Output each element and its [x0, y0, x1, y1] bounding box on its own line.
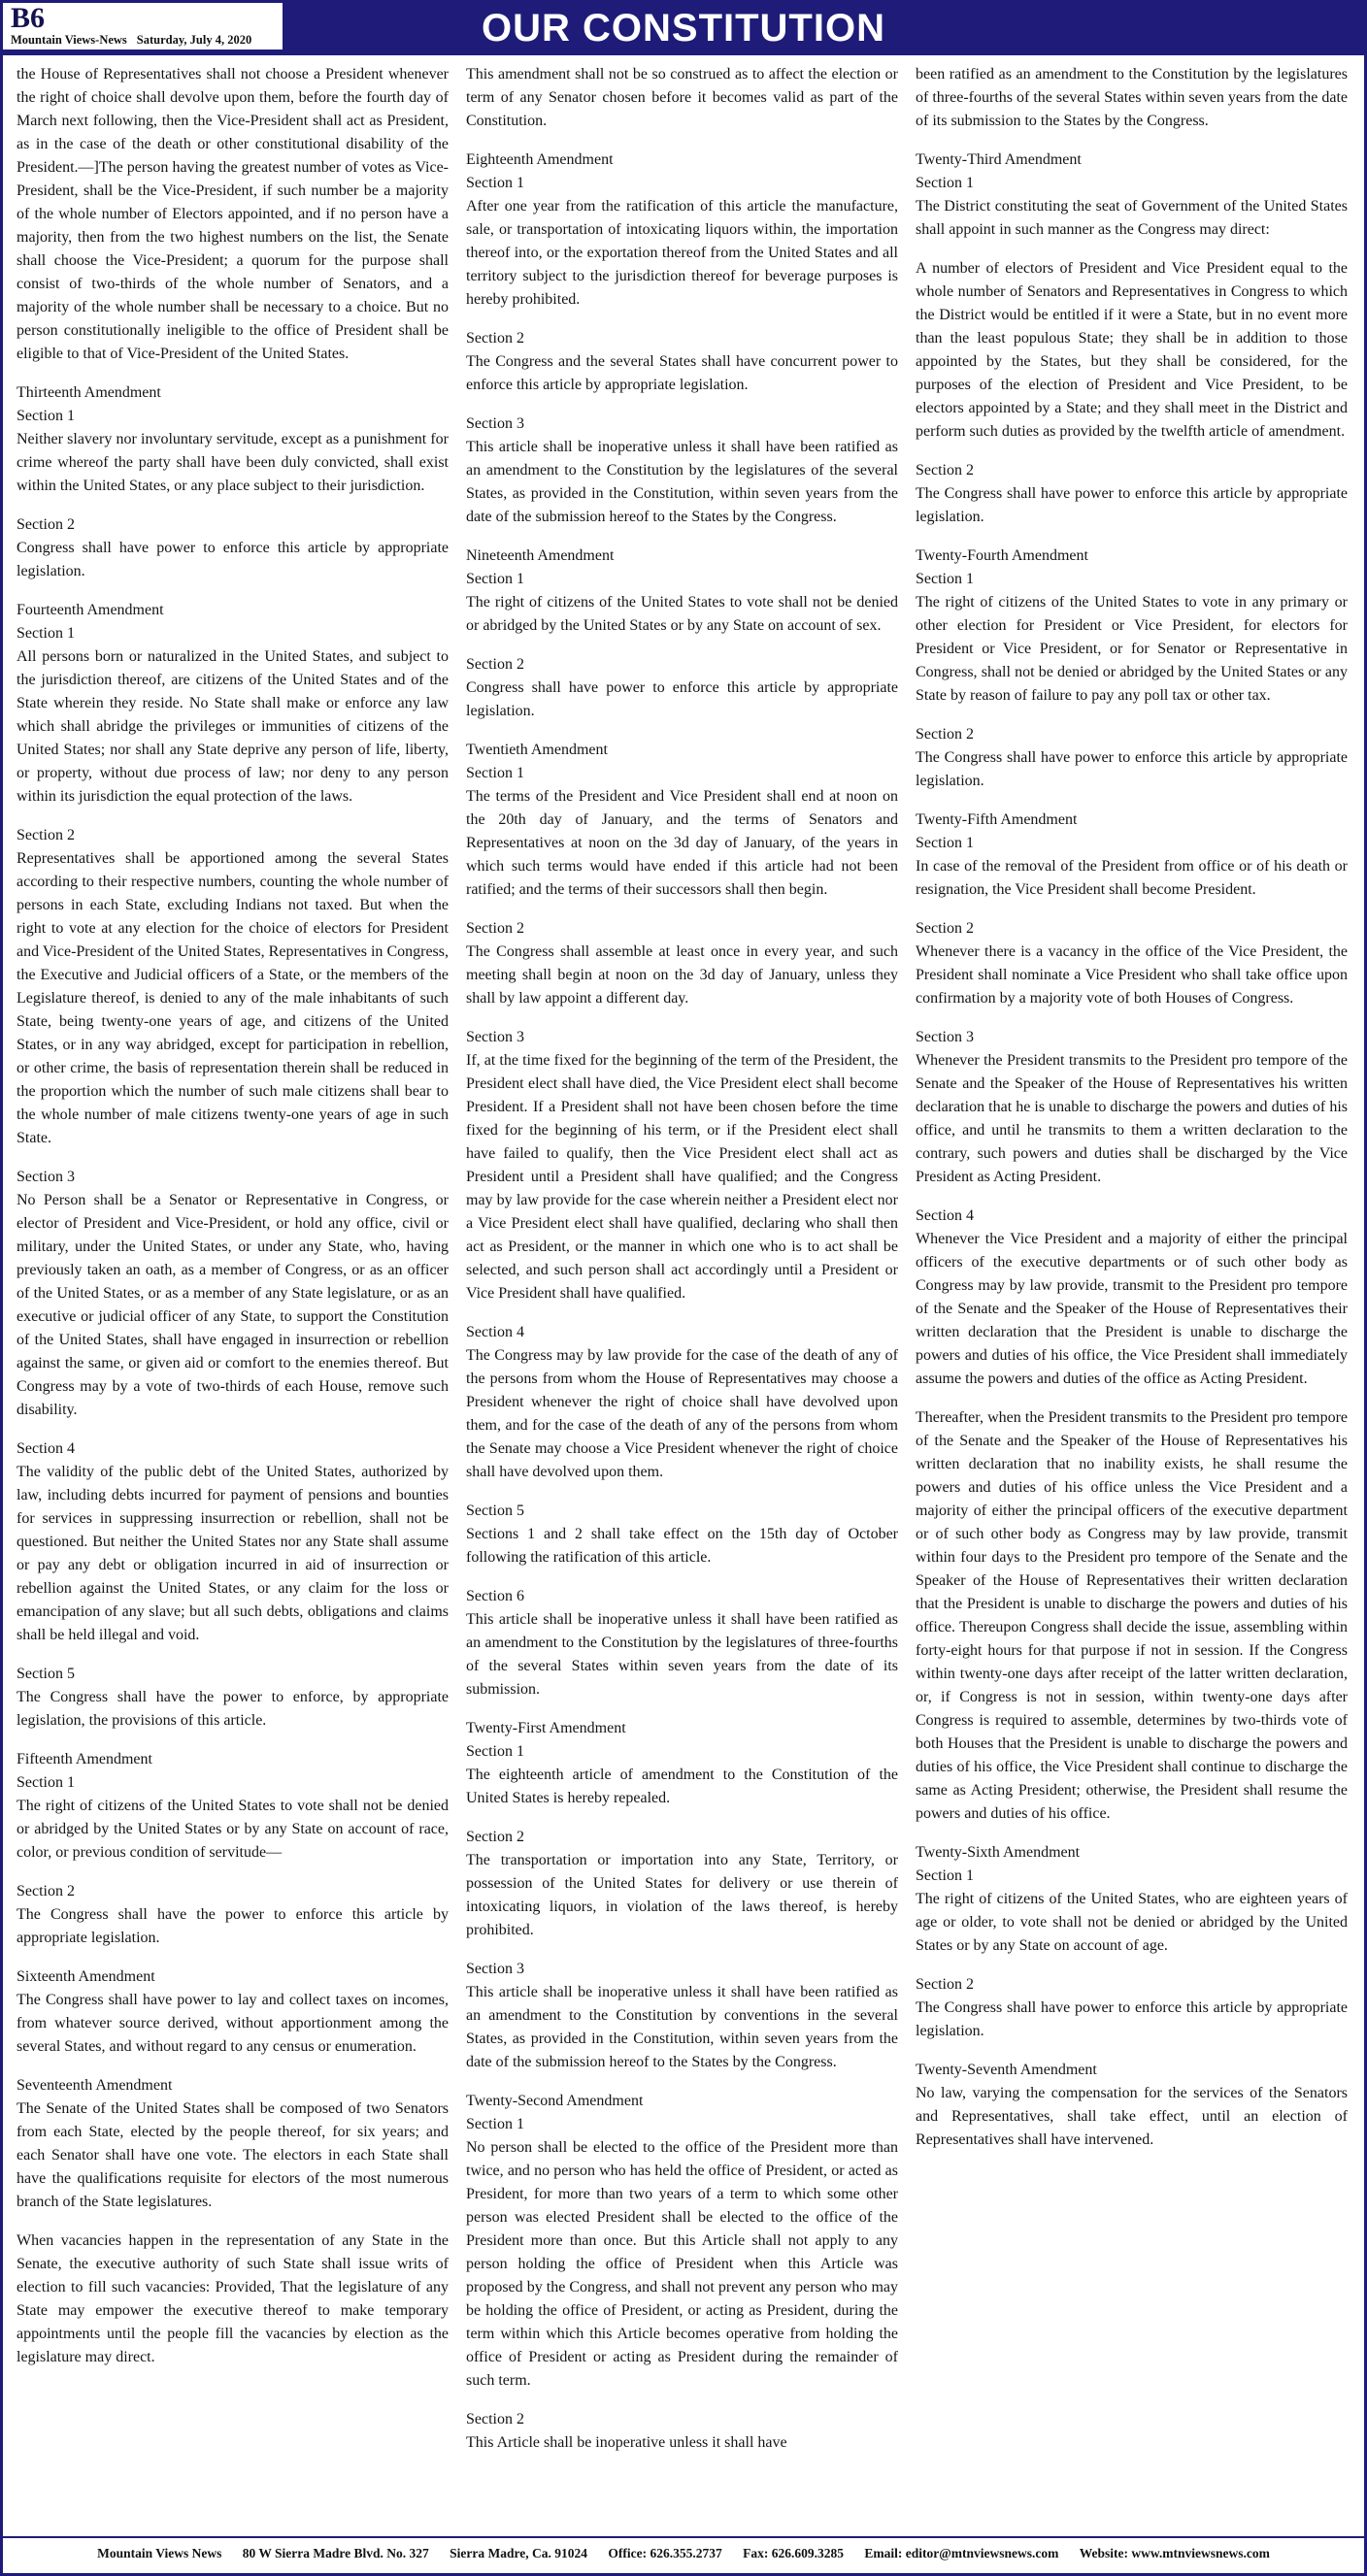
amendment-heading: Nineteenth Amendment: [466, 547, 615, 564]
amendment-heading: Twenty-First Amendment: [466, 1720, 626, 1736]
section-heading: Section 3: [466, 1029, 524, 1045]
amendment-heading: Sixteenth Amendment: [17, 1968, 155, 1985]
section-heading: Section 1: [17, 1774, 75, 1791]
section-heading: Section 6: [466, 1588, 524, 1604]
amendment-heading: Seventeenth Amendment: [17, 2077, 173, 2094]
section-heading: Section 2: [916, 462, 974, 479]
body-paragraph: This article shall be inoperative unless it shall have been ratified as an amendment to the Constitution by conventions in the several States, as provided in the Constitution, within seven years from the date of the submission hereof to the States by the Congress.: [466, 1984, 898, 2070]
body-paragraph: The Congress and the several States shall have concurrent power to enforce this article by appropriate legislation.: [466, 353, 898, 393]
amendment-heading: Twentieth Amendment: [466, 742, 608, 758]
amendment-heading: Twenty-Third Amendment: [916, 151, 1082, 168]
section-heading: Section 2: [916, 1976, 974, 1993]
body-paragraph: No person shall be elected to the office of the President more than twice, and no person who has held the office of President, or acted as President, for more than two years of a term to which some other person was elected President shall be elected to the office of the President more than once. But this Article shall not apply to any person holding the office of President when this Article was proposed by the Congress, and shall not prevent any person who may be holding the office of President, or acting as President, during the term within which this Article becomes operative from holding the office of President or acting as President during the remainder of such term.: [466, 2139, 898, 2389]
footer-publisher: Mountain Views News: [97, 2546, 222, 2560]
section-heading: Section 1: [17, 408, 75, 424]
body-paragraph: The right of citizens of the United States, who are eighteen years of age or older, to vote shall not be denied or abridged by the United States or by any State on account of age.: [916, 1891, 1348, 1954]
section-heading: Section 5: [466, 1503, 524, 1519]
body-paragraph: the House of Representatives shall not choose a President whenever the right of choice shall devolve upon them, before the fourth day of March next following, then the Vice-President shall act as President, as in the case of the death or other constitutional disability of the President.—]The person having the greatest number of votes as Vice-President, shall be the Vice-President, if such number be a majority of the whole number of Electors appointed, and if no person have a majority, then from the two highest numbers on the list, the Senate shall choose the Vice-President; a quorum for the purpose shall consist of two-thirds of the whole number of Senators, and a majority of the whole number shall be necessary to a choice. But no person constitutionally ineligible to the office of President shall be eligible to that of Vice-President of the United States.: [17, 66, 449, 362]
amendment-heading: Twenty-Second Amendment: [466, 2093, 644, 2109]
body-paragraph: All persons born or naturalized in the United States, and subject to the jurisdiction thereof, are citizens of the United States and of the State wherein they reside. No State shall make or enforce any law which shall abridge the privileges or immunities of citizens of the United States; nor shall any State deprive any person of life, liberty, or property, without due process of law; nor deny to any person within its jurisdiction the equal protection of the laws.: [17, 648, 449, 805]
body-paragraph: This Article shall be inoperative unless it shall have: [466, 2434, 787, 2451]
section-heading: Section 2: [916, 726, 974, 743]
column-1: [17, 63, 449, 2455]
footer-city: Sierra Madre, Ca. 91024: [450, 2546, 587, 2560]
body-paragraph: A number of electors of President and Vice President equal to the whole number of Senators and Representatives in Congress to which the District would be entitled if it were a State, but in no event more than the least populous State; they shall be in addition to those appointed by the States, but they shall be considered, for the purposes of the election of President and Vice President, to be electors appointed by a State; and they shall meet in the District and perform such duties as provided by the twelfth article of amendment.: [916, 260, 1348, 440]
section-heading: Section 3: [17, 1169, 75, 1185]
section-heading: Section 1: [466, 175, 524, 191]
section-heading: Section 2: [17, 516, 75, 533]
body-paragraph: No Person shall be a Senator or Representative in Congress, or elector of President and Vice-President, or hold any office, civil or military, under the United States, or under any State, who, having previously taken an oath, as a member of Congress, or as an officer of the United States, or as a member of any State legislature, or as an executive or judicial officer of any State, to support the Constitution of the United States, shall have engaged in insurrection or rebellion against the same, or given aid or comfort to the enemies thereof. But Congress may by a vote of two-thirds of each House, remove such disability.: [17, 1192, 449, 1418]
column-3: [916, 63, 1348, 2455]
masthead-publication: Mountain Views-News: [11, 33, 127, 47]
masthead: [3, 3, 1364, 55]
masthead-date: Saturday, July 4, 2020: [136, 33, 252, 47]
section-heading: Section 1: [466, 1743, 524, 1760]
section-heading: Section 4: [916, 1207, 974, 1224]
amendment-heading: Fifteenth Amendment: [17, 1751, 152, 1767]
footer-website: Website: www.mtnviewsnews.com: [1079, 2546, 1270, 2560]
footer-email: Email: editor@mtnviewsnews.com: [864, 2546, 1059, 2560]
body-paragraph: The District constituting the seat of Government of the United States shall appoint in such manner as the Congress may direct:: [916, 198, 1348, 238]
body-paragraph: The Congress shall have power to enforce this article by appropriate legislation.: [916, 1999, 1348, 2039]
section-heading: Section 5: [17, 1666, 75, 1682]
masthead-left: [3, 3, 283, 50]
body-paragraph: The right of citizens of the United States to vote in any primary or other election for President or Vice President, for electors for President or Vice President, or for Senator or Representative in Congress, shall not be denied or abridged by the United States or any State by reason of failure to pay any poll tax or other tax.: [916, 594, 1348, 704]
page-title: OUR CONSTITUTION: [482, 6, 885, 50]
body-paragraph: The eighteenth article of amendment to the Constitution of the United States is hereby repealed.: [466, 1767, 898, 1806]
body-paragraph: In case of the removal of the President from office or of his death or resignation, the Vice President shall become President.: [916, 858, 1348, 898]
body-paragraph: Thereafter, when the President transmits to the President pro tempore of the Senate and the Speaker of the House of Representatives his written declaration that no inability exists, he shall resume the powers and duties of his office unless the Vice President and a majority of either the principal officers of the executive department or of such other body as Congress may by law provide, transmit within four days to the President pro tempore of the Senate and the Speaker of the House of Representatives their written declaration that the President is unable to discharge the powers and duties of his office. Thereupon Congress shall decide the issue, assembling within forty-eight hours for that purpose if not in session. If the Congress within twenty-one days after receipt of the latter written declaration, or, if Congress is not in session, within twenty-one days after Congress is required to assemble, determines by two-thirds vote of both Houses that the President is unable to discharge the powers and duties of his office, the Vice President shall continue to discharge the same as Acting President; otherwise, the President shall resume the powers and duties of his office.: [916, 1409, 1348, 1822]
body-paragraph: After one year from the ratification of this article the manufacture, sale, or transportation of intoxicating liquors within, the importation thereof into, or the exportation thereof from the United States and all territory subject to the jurisdiction thereof for beverage purposes is hereby prohibited.: [466, 198, 898, 308]
amendment-heading: Twenty-Seventh Amendment: [916, 2062, 1097, 2078]
body-paragraph: The Congress may by law provide for the case of the death of any of the persons from whom the House of Representatives may choose a President whenever the right of choice shall have devolved upon them, and for the case of the death of any of the persons from whom the Senate may choose a Vice President whenever the right of choice shall have devolved upon them.: [466, 1347, 898, 1480]
section-heading: Section 2: [466, 2411, 524, 2427]
section-heading: Section 1: [916, 1867, 974, 1884]
body-paragraph: This article shall be inoperative unless it shall have been ratified as an amendment to the Constitution by the legislatures of three-fourths of the several States within seven years from the date of its submission.: [466, 1611, 898, 1698]
section-heading: Section 2: [466, 330, 524, 347]
page-number: B6: [11, 2, 46, 34]
section-heading: Section 2: [466, 1829, 524, 1845]
body-paragraph: The Congress shall have power to lay and collect taxes on incomes, from whatever source derived, without apportionment among the several States, and without regard to any census or enumeration.: [17, 1992, 449, 2055]
body-paragraph: Whenever the Vice President and a majority of either the principal officers of the executive departments or of such other body as Congress may by law provide, transmit to the President pro tempore of the Senate and the Speaker of the House of Representatives their written declaration that the President is unable to discharge the powers and duties of his office, the Vice President shall immediately assume the powers and duties of the office as Acting President.: [916, 1231, 1348, 1387]
footer-fax: Fax: 626.609.3285: [743, 2546, 844, 2560]
section-heading: Section 4: [466, 1324, 524, 1340]
body-paragraph: The Congress shall have power to enforce this article by appropriate legislation.: [916, 485, 1348, 525]
section-heading: Section 2: [17, 827, 75, 843]
body-paragraph: Congress shall have power to enforce this article by appropriate legislation.: [466, 679, 898, 719]
amendment-heading: Twenty-Sixth Amendment: [916, 1844, 1081, 1861]
section-heading: Section 1: [466, 765, 524, 781]
section-heading: Section 1: [466, 2116, 524, 2132]
column-2: [466, 63, 898, 2455]
section-heading: Section 4: [17, 1440, 75, 1457]
body-paragraph: The Congress shall have the power to enforce, by appropriate legislation, the provisions of this article.: [17, 1689, 449, 1729]
body-paragraph: Whenever the President transmits to the President pro tempore of the Senate and the Speaker of the House of Representatives his written declaration that he is unable to discharge the powers and duties of his office, and until he transmits to them a written declaration to the contrary, such powers and duties shall be discharged by the Vice President as Acting President.: [916, 1052, 1348, 1185]
body-paragraph: The Congress shall assemble at least once in every year, and such meeting shall begin at noon on the 3d day of January, unless they shall by law appoint a different day.: [466, 943, 898, 1007]
section-heading: Section 2: [466, 920, 524, 937]
amendment-heading: Fourteenth Amendment: [17, 602, 164, 618]
body-paragraph: been ratified as an amendment to the Constitution by the legislatures of three-fourths of the several States within seven years from the date of its submission to the States by the Congress.: [916, 66, 1348, 129]
footer-office-phone: Office: 626.355.2737: [608, 2546, 722, 2560]
section-heading: Section 1: [916, 835, 974, 851]
footer-address: 80 W Sierra Madre Blvd. No. 327: [242, 2546, 429, 2560]
body-paragraph: Neither slavery nor involuntary servitude, except as a punishment for crime whereof the party shall have been duly convicted, shall exist within the United States, or any place subject to their jurisdiction.: [17, 431, 449, 494]
body-paragraph: Congress shall have power to enforce this article by appropriate legislation.: [17, 540, 449, 579]
section-heading: Section 3: [466, 1961, 524, 1977]
section-heading: Section 1: [17, 625, 75, 642]
body-paragraph: This article shall be inoperative unless it shall have been ratified as an amendment to the Constitution by the legislatures of the several States, as provided in the Constitution, within seven years from the date of the submission hereof to the States by the Congress.: [466, 439, 898, 525]
body-paragraph: Representatives shall be apportioned among the several States according to their respective numbers, counting the whole number of persons in each State, excluding Indians not taxed. But when the right to vote at any election for the choice of electors for President and Vice-President of the United States, Representatives in Congress, the Executive and Judicial officers of a State, or the members of the Legislature thereof, is denied to any of the male inhabitants of such State, being twenty-one years of age, and citizens of the United States, or in any way abridged, except for participation in rebellion, or other crime, the basis of representation therein shall be reduced in the proportion which the number of such male citizens shall bear to the whole number of male citizens twenty-one years of age in such State.: [17, 850, 449, 1146]
amendment-heading: Thirteenth Amendment: [17, 384, 161, 401]
section-heading: Section 1: [916, 571, 974, 587]
body-paragraph: The validity of the public debt of the United States, authorized by law, including debts incurred for payment of pensions and bounties for services in suppressing insurrection or rebellion, shall not be questioned. But neither the United States nor any State shall assume or pay any debt or obligation incurred in aid of insurrection or rebellion against the United States, or any claim for the loss or emancipation of any slave; but all such debts, obligations and claims shall be held illegal and void.: [17, 1464, 449, 1643]
masthead-line: [11, 33, 275, 48]
body-paragraph: No law, varying the compensation for the services of the Senators and Representatives, shall take effect, until an election of Representatives shall have intervened.: [916, 2085, 1348, 2148]
body-paragraph: Sections 1 and 2 shall take effect on the 15th day of October following the ratification of this article.: [466, 1526, 898, 1566]
section-heading: Section 2: [916, 920, 974, 937]
body-paragraph: This amendment shall not be so construed as to affect the election or term of any Senator chosen before it becomes valid as part of the Constitution.: [466, 66, 898, 129]
body-paragraph: The transportation or importation into any State, Territory, or possession of the United States for delivery or use therein of intoxicating liquors, in violation of the laws thereof, is hereby prohibited.: [466, 1852, 898, 1938]
body-paragraph: The Congress shall have power to enforce this article by appropriate legislation.: [916, 749, 1348, 789]
body-paragraph: If, at the time fixed for the beginning of the term of the President, the President elect shall have died, the Vice President elect shall become President. If a President shall not have been chosen before the time fixed for the beginning of his term, or if the President elect shall have failed to qualify, then the Vice President elect shall act as President until a President shall have qualified; and the Congress may by law provide for the case wherein neither a President elect nor a Vice President elect shall have qualified, declaring who shall then act as President, or the manner in which one who is to act shall be selected, and such person shall act accordingly until a President or Vice President shall have qualified.: [466, 1052, 898, 1302]
amendment-heading: Twenty-Fifth Amendment: [916, 811, 1078, 828]
section-heading: Section 2: [466, 656, 524, 673]
section-heading: Section 3: [466, 415, 524, 432]
article-body: [3, 55, 1364, 2505]
section-heading: Section 3: [916, 1029, 974, 1045]
body-paragraph: Whenever there is a vacancy in the office of the Vice President, the President shall nominate a Vice President who shall take office upon confirmation by a majority vote of both Houses of Congress.: [916, 943, 1348, 1007]
body-paragraph: The right of citizens of the United States to vote shall not be denied or abridged by the United States or by any State on account of race, color, or previous condition of servitude—: [17, 1798, 449, 1861]
section-heading: Section 2: [17, 1883, 75, 1899]
section-heading: Section 1: [466, 571, 524, 587]
amendment-heading: Twenty-Fourth Amendment: [916, 547, 1088, 564]
body-paragraph: The right of citizens of the United States to vote shall not be denied or abridged by the United States or by any State on account of sex.: [466, 594, 898, 634]
body-paragraph: The Congress shall have the power to enforce this article by appropriate legislation.: [17, 1906, 449, 1946]
body-paragraph: The Senate of the United States shall be composed of two Senators from each State, elected by the people thereof, for six years; and each Senator shall have one vote. The electors in each State shall have the qualifications requisite for electors of the most numerous branch of the State legislatures.: [17, 2100, 449, 2210]
body-paragraph: The terms of the President and Vice President shall end at noon on the 20th day of January, and the terms of Senators and Representatives at noon on the 3d day of January, of the years in which such terms would have ended if this article had not been ratified; and the terms of their successors shall then begin.: [466, 788, 898, 898]
body-paragraph: When vacancies happen in the representation of any State in the Senate, the executive authority of such State shall issue writs of election to fill such vacancies: Provided, That the legislature of any State may empower the executive thereof to make temporary appointments until the people fill the vacancies by election as the legislature may direct.: [17, 2232, 449, 2365]
section-heading: Section 1: [916, 175, 974, 191]
page-footer: [3, 2536, 1364, 2573]
amendment-heading: Eighteenth Amendment: [466, 151, 614, 168]
